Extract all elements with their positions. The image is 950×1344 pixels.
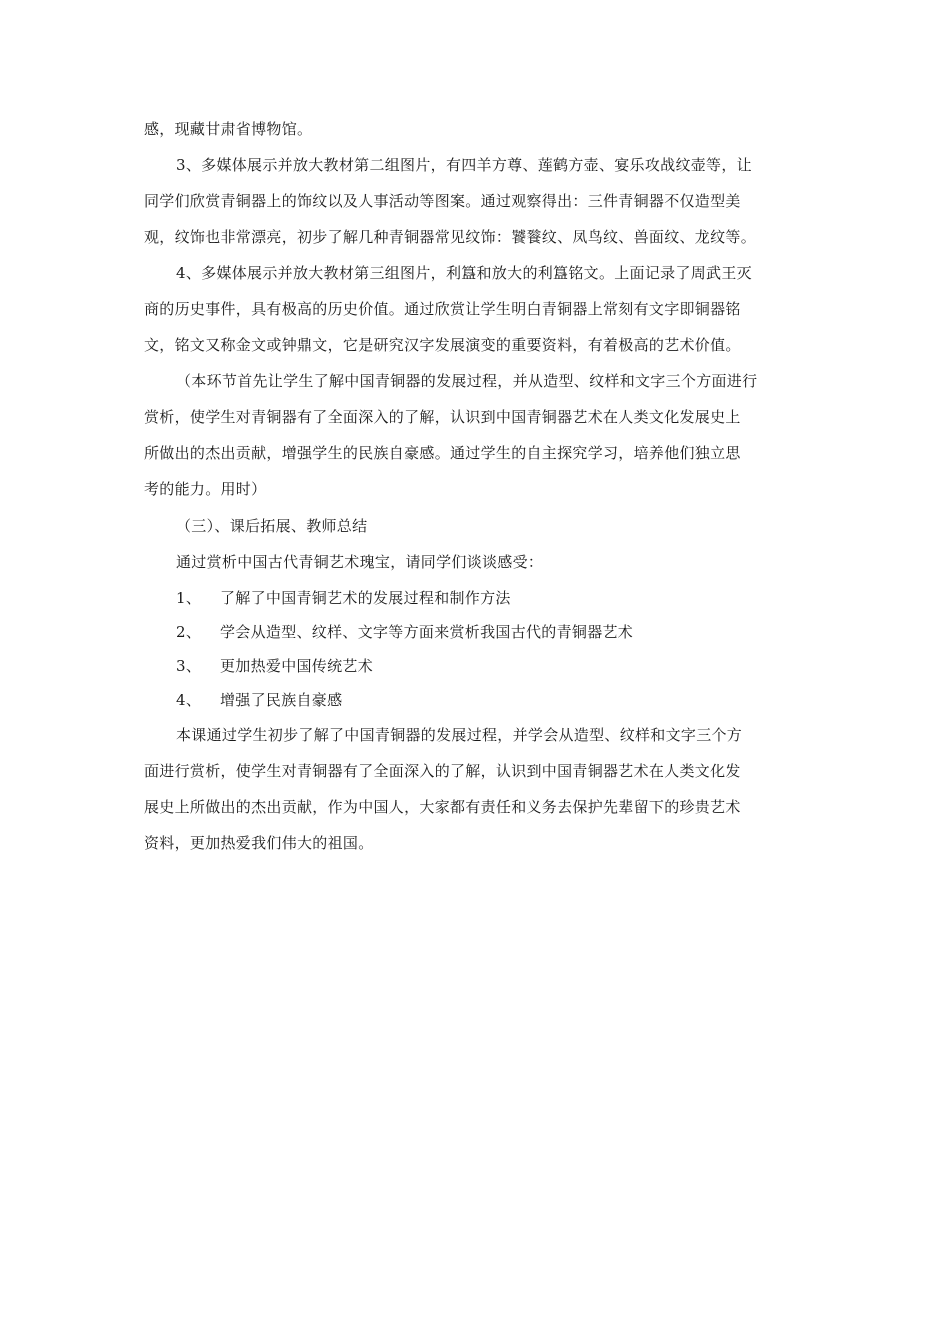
list-item-text: 增强了民族自豪感 xyxy=(220,691,343,709)
text-line: 赏析，使学生对青铜器有了全面深入的了解，认识到中国青铜器艺术在人类文化发展史上 xyxy=(144,408,741,426)
text-line: 本课通过学生初步了解了中国青铜器的发展过程，并学会从造型、纹样和文字三个方 xyxy=(176,726,743,744)
list-item-number: 3、 xyxy=(176,657,202,675)
text-line: 考的能力。用时） xyxy=(144,480,267,498)
list-item xyxy=(176,690,846,710)
text-line: 文，铭文又称金文或钟鼎文，它是研究汉字发展演变的重要资料，有着极高的艺术价值。 xyxy=(144,336,741,354)
list-item xyxy=(176,656,846,676)
text-line: 观，纹饰也非常漂亮，初步了解几种青铜器常见纹饰：饕餮纹、凤鸟纹、兽面纹、龙纹等。 xyxy=(144,228,757,246)
text-line: 商的历史事件，具有极高的历史价值。通过欣赏让学生明白青铜器上常刻有文字即铜器铭 xyxy=(144,300,741,318)
text-line: 感，现藏甘肃省博物馆。 xyxy=(144,120,313,138)
list-item-number: 2、 xyxy=(176,623,202,641)
list-item-text: 学会从造型、纹样、文字等方面来赏析我国古代的青铜器艺术 xyxy=(220,623,634,641)
text-line: 4、多媒体展示并放大教材第三组图片，利簋和放大的利簋铭文。上面记录了周武王灭 xyxy=(176,264,752,282)
text-line: 面进行赏析，使学生对青铜器有了全面深入的了解，认识到中国青铜器艺术在人类文化发 xyxy=(144,762,741,780)
text-line: 展史上所做出的杰出贡献，作为中国人，大家都有责任和义务去保护先辈留下的珍贵艺术 xyxy=(144,798,741,816)
list-item-number: 1、 xyxy=(176,589,202,607)
section-heading: （三）、课后拓展、教师总结 xyxy=(176,517,368,535)
text-line: 资料，更加热爱我们伟大的祖国。 xyxy=(144,834,374,852)
text-line: 所做出的杰出贡献，增强学生的民族自豪感。通过学生的自主探究学习，培养他们独立思 xyxy=(144,444,741,462)
list-item-text: 更加热爱中国传统艺术 xyxy=(220,657,374,675)
list-item xyxy=(176,588,846,608)
text-line: （本环节首先让学生了解中国青铜器的发展过程，并从造型、纹样和文字三个方面进行 xyxy=(176,372,758,390)
list-item xyxy=(176,622,846,642)
text-line: 通过赏析中国古代青铜艺术瑰宝，请同学们谈谈感受： xyxy=(176,553,544,571)
text-line: 同学们欣赏青铜器上的饰纹以及人事活动等图案。通过观察得出：三件青铜器不仅造型美 xyxy=(144,192,741,210)
list-item-number: 4、 xyxy=(176,691,202,709)
text-line: 3、多媒体展示并放大教材第二组图片，有四羊方尊、莲鹤方壶、宴乐攻战纹壶等，让 xyxy=(176,156,752,174)
list-item-text: 了解了中国青铜艺术的发展过程和制作方法 xyxy=(220,589,511,607)
